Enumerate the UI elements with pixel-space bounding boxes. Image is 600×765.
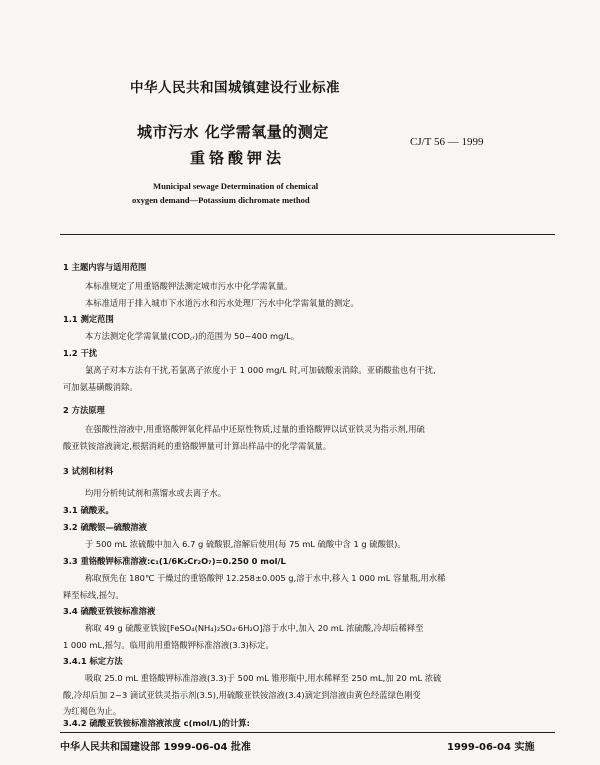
section-3-4-1-para-line3: 为红褐色为止。	[63, 706, 122, 716]
section-1-para-2: 本标准适用于排入城市下水道污水和污水处理厂污水中化学需氧量的测定。	[85, 298, 359, 308]
section-1-1-para: 本方法测定化学需氧量(COD꜀ᵣ)的范围为 50~400 mg/L。	[85, 331, 300, 341]
section-3-4-para-line1: 称取 49 g 硫酸亚铁铵[FeSO₄(NH₄)₂SO₄·6H₂O]溶于水中,加入 20 mL 浓硫酸,冷却后稀释至	[85, 623, 424, 633]
section-2-para-line1: 在强酸性溶液中,用重铬酸钾氧化样品中还原性物质,过量的重铬酸钾以试亚铁灵为指示剂,用硫	[85, 424, 425, 434]
section-1-2-para-line2: 可加氨基磺酸消除。	[63, 382, 138, 392]
section-3-3-title: 3.3 重铬酸钾标准溶液:c₁(1/6K₂Cr₂O₇)=0.250 0 mol/L	[63, 556, 286, 566]
section-3-3-para-line2: 释至标线,摇匀。	[63, 590, 124, 600]
section-1-title: 1 主题内容与适用范围	[63, 262, 147, 272]
section-3-4-1-para-line1: 吸取 25.0 mL 重铬酸钾标准溶液(3.3)于 500 mL 锥形瓶中,用水稀释至 250 mL,加 20 mL 浓硫	[85, 673, 442, 683]
issuing-authority: 中华人民共和国城镇建设行业标准	[130, 80, 340, 96]
footer-divider	[60, 732, 555, 733]
standard-number: CJ/T 56 — 1999	[410, 136, 484, 148]
section-3-2-title: 3.2 硫酸银—硫酸溶液	[63, 522, 147, 532]
english-title-line2: oxygen demand—Potassium dichromate method	[132, 195, 310, 205]
section-3-4-title: 3.4 硫酸亚铁铵标准溶液	[63, 606, 156, 616]
approval-date: 中华人民共和国建设部 1999-06-04 批准	[60, 742, 251, 753]
standard-title-line1: 城市污水 化学需氧量的测定	[137, 123, 329, 141]
section-3-para: 均用分析纯试剂和蒸馏水或去离子水。	[85, 488, 227, 498]
section-3-title: 3 试剂和材料	[63, 466, 114, 476]
section-2-para-line2: 酸亚铁铵溶液滴定,根据消耗的重铬酸钾量可计算出样品中的化学需氧量。	[63, 441, 332, 451]
section-1-para-1: 本标准规定了用重铬酸钾法测定城市污水中化学需氧量。	[85, 281, 293, 291]
section-3-4-1-title: 3.4.1 标定方法	[63, 656, 123, 666]
section-3-4-2-title: 3.4.2 硫酸亚铁铵标准溶液浓度 c(mol/L)的计算:	[63, 718, 250, 728]
section-1-1-title: 1.1 测定范围	[63, 314, 114, 324]
implementation-date: 1999-06-04 实施	[447, 742, 535, 753]
section-2-title: 2 方法原理	[63, 405, 105, 415]
standard-title-line2: 重铬酸钾法	[190, 149, 286, 167]
section-1-2-para-line1: 氯离子对本方法有干扰,若氯离子浓度小于 1 000 mg/L 时,可加硫酸汞消除。亚硝酸盐也有干扰,	[85, 365, 436, 375]
section-3-2-para: 于 500 mL 浓硫酸中加入 6.7 g 硫酸银,溶解后使用(每 75 mL 硫酸中含 1 g 硫酸银)。	[85, 539, 406, 549]
english-title-line1: Municipal sewage Determination of chemical	[153, 181, 319, 191]
section-3-4-para-line2: 1 000 mL,摇匀。临用前用重铬酸钾标准溶液(3.3)标定。	[63, 640, 274, 650]
section-3-4-1-para-line2: 酸,冷却后加 2~3 滴试亚铁灵指示剂(3.5),用硫酸亚铁铵溶液(3.4)滴定到溶液由黄色经蓝绿色刚变	[63, 690, 421, 700]
header-divider	[60, 234, 555, 235]
section-3-3-para-line1: 称取预先在 180℃ 干燥过的重铬酸钾 12.258±0.005 g,溶于水中,移入 1 000 mL 容量瓶,用水稀	[85, 573, 446, 583]
section-3-1: 3.1 硫酸汞。	[63, 505, 114, 515]
section-1-2-title: 1.2 干扰	[63, 348, 98, 358]
